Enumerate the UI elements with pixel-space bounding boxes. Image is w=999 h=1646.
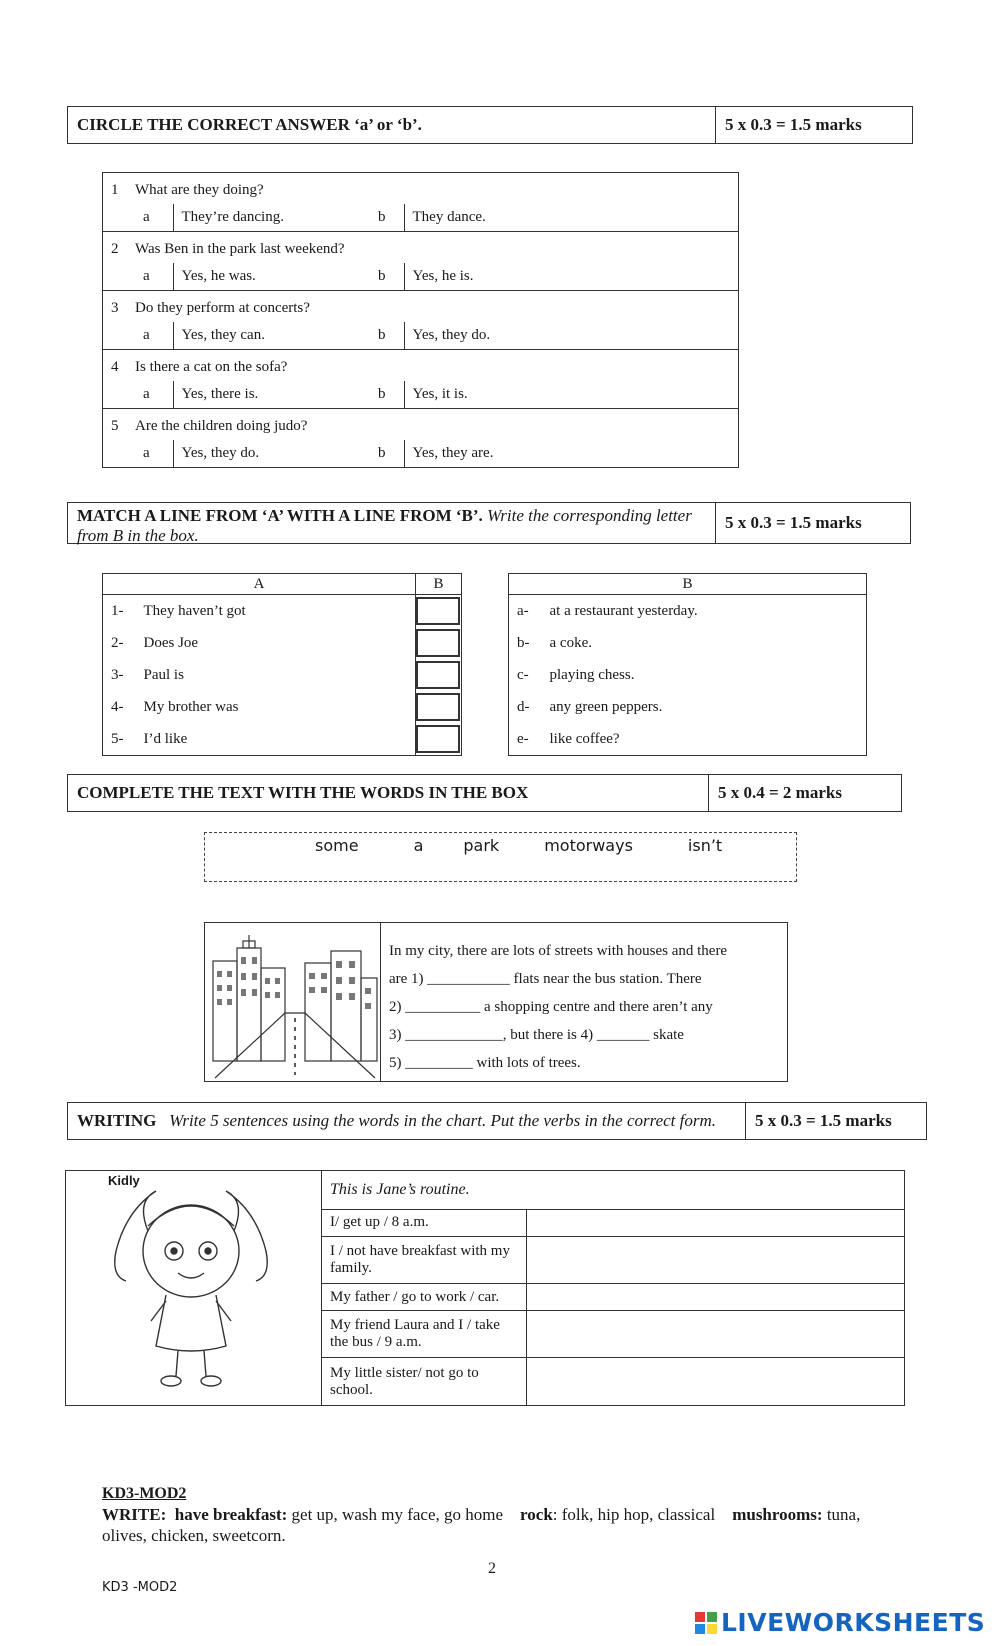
- section2-header: [67, 502, 911, 544]
- match-a-number: 3-: [111, 666, 124, 683]
- option-a-text[interactable]: Yes, they do.: [173, 440, 378, 467]
- match-b-text: like coffee?: [549, 730, 620, 747]
- sentence-answer-field[interactable]: [527, 1284, 905, 1311]
- text-line: 5) _________ with lots of trees.: [389, 1055, 581, 1071]
- write-label: WRITE:: [102, 1505, 167, 1524]
- option-a-text[interactable]: Yes, they can.: [173, 322, 378, 350]
- section4-marks: 5 x 0.3 = 1.5 marks: [755, 1111, 892, 1130]
- routine-title: This is Jane’s routine.: [322, 1171, 905, 1210]
- answer-row: [103, 381, 738, 409]
- word-box: [204, 832, 797, 882]
- page-number: 2: [488, 1560, 496, 1577]
- question-text: Do they perform at concerts?: [135, 300, 310, 316]
- option-a-label[interactable]: a: [143, 209, 150, 225]
- match-a-row: [103, 595, 462, 628]
- girl-image-cell: [66, 1171, 322, 1406]
- section2-marks: 5 x 0.3 = 1.5 marks: [725, 513, 862, 532]
- option-b-label[interactable]: b: [378, 445, 386, 461]
- question-text: Was Ben in the park last weekend?: [135, 241, 345, 257]
- option-b-label[interactable]: b: [378, 209, 386, 225]
- option-a-text[interactable]: Yes, there is.: [173, 381, 378, 409]
- routine-prompt: My little sister/ not go to school.: [322, 1358, 527, 1406]
- option-b-label[interactable]: b: [378, 268, 386, 284]
- question-number: 4: [111, 359, 119, 375]
- option-b-text[interactable]: They dance.: [404, 204, 738, 232]
- question-row: [103, 173, 738, 204]
- answer-box[interactable]: [416, 693, 460, 721]
- answer-box[interactable]: [416, 661, 460, 689]
- answer-row: [103, 263, 738, 291]
- key-breakfast: have breakfast:: [174, 1505, 288, 1524]
- footer-code: KD3-MOD2: [102, 1485, 187, 1502]
- question-number: 5: [111, 418, 119, 434]
- match-a-text: My brother was: [143, 698, 239, 715]
- kidly-label: Kidly: [108, 1173, 140, 1188]
- section4-header: [67, 1102, 927, 1140]
- match-b-row: [509, 627, 867, 659]
- option-b-text[interactable]: Yes, he is.: [404, 263, 738, 291]
- option-b-text[interactable]: Yes, they are.: [404, 440, 738, 467]
- match-b-letter: b-: [517, 634, 530, 651]
- text-line: 2) __________ a shopping centre and there aren’t any: [389, 999, 713, 1015]
- answer-row: [103, 440, 738, 467]
- word-option: isn’t: [687, 836, 723, 855]
- match-b-letter: a-: [517, 602, 529, 619]
- match-b-row: [509, 595, 867, 628]
- key-rock: rock: [520, 1505, 553, 1524]
- answer-box[interactable]: [416, 629, 460, 657]
- city-street-drawing: [205, 923, 380, 1081]
- question-row: [103, 350, 738, 382]
- match-b-text: a coke.: [549, 634, 592, 651]
- col-b-header: B: [416, 574, 462, 595]
- question-row: [103, 232, 738, 264]
- girl-drawing: [66, 1171, 316, 1399]
- small-code: KD3 -MOD2: [102, 1580, 178, 1595]
- city-street-image: [205, 923, 381, 1081]
- match-a-row: [103, 723, 462, 756]
- match-b-row: [509, 691, 867, 723]
- value-rock: : folk, hip hop, classical: [552, 1505, 716, 1524]
- col-a-header: A: [103, 574, 416, 595]
- option-b-label[interactable]: b: [378, 386, 386, 402]
- city-text-box: [204, 922, 788, 1082]
- value-mushrooms: tuna, olives, chicken, sweetcorn.: [102, 1505, 861, 1545]
- option-b-text[interactable]: Yes, they do.: [404, 322, 738, 350]
- word-option: some: [315, 836, 359, 855]
- routine-prompt: I/ get up / 8 a.m.: [322, 1210, 527, 1237]
- option-a-label[interactable]: a: [143, 386, 150, 402]
- question-number: 2: [111, 241, 119, 257]
- section1-title: CIRCLE THE CORRECT ANSWER ‘a’ or ‘b’.: [68, 107, 716, 143]
- match-b-text: playing chess.: [549, 666, 635, 683]
- section2-title: MATCH A LINE FROM ‘A’ WITH A LINE FROM ‘B’.: [77, 506, 483, 525]
- section1-question-table: [102, 172, 739, 468]
- match-b-letter: e-: [517, 730, 529, 747]
- answer-box[interactable]: [416, 597, 460, 625]
- section1-marks: 5 x 0.3 = 1.5 marks: [725, 115, 862, 134]
- match-b-letter: c-: [517, 666, 529, 683]
- match-b-text: at a restaurant yesterday.: [549, 602, 698, 619]
- match-a-text: Paul is: [143, 666, 184, 683]
- option-a-text[interactable]: They’re dancing.: [173, 204, 378, 232]
- option-a-label[interactable]: a: [143, 327, 150, 343]
- match-b-row: [509, 723, 867, 756]
- footer: [102, 1483, 902, 1546]
- match-a-text: Does Joe: [143, 634, 199, 651]
- match-a-row: [103, 691, 462, 723]
- key-mushrooms: mushrooms:: [732, 1505, 823, 1524]
- match-b-row: [509, 659, 867, 691]
- match-b-letter: d-: [517, 698, 530, 715]
- match-a-row: [103, 659, 462, 691]
- question-text: Is there a cat on the sofa?: [135, 359, 288, 375]
- answer-box[interactable]: [416, 725, 460, 753]
- value-breakfast: get up, wash my face, go home: [291, 1505, 504, 1524]
- city-paragraph: [381, 923, 787, 1081]
- section3-marks: 5 x 0.4 = 2 marks: [718, 783, 842, 802]
- match-a-number: 5-: [111, 730, 124, 747]
- sentence-answer-field[interactable]: [527, 1210, 905, 1237]
- sentence-answer-field[interactable]: [527, 1358, 905, 1406]
- option-a-text[interactable]: Yes, he was.: [173, 263, 378, 291]
- question-row: [103, 291, 738, 323]
- routine-prompt: I / not have breakfast with my family.: [322, 1236, 527, 1283]
- word-option: park: [463, 836, 500, 855]
- routine-prompt: My father / go to work / car.: [322, 1284, 527, 1311]
- liveworksheets-logo[interactable]: [695, 1608, 985, 1637]
- logo-text: LIVEWORKSHEETS: [721, 1608, 986, 1637]
- section3-title: COMPLETE THE TEXT WITH THE WORDS IN THE BOX: [68, 775, 709, 811]
- section2-instruction: Write the corresponding letter from B in the box.: [77, 506, 692, 545]
- col-b2-header: B: [509, 574, 867, 595]
- section3-header: [67, 774, 902, 812]
- word-option: a: [413, 836, 424, 855]
- match-a-number: 4-: [111, 698, 124, 715]
- text-line: are 1) ___________ flats near the bus station. There: [389, 971, 702, 987]
- sentence-answer-field[interactable]: [527, 1236, 905, 1283]
- option-a-label[interactable]: a: [143, 445, 150, 461]
- match-table-b: [508, 573, 867, 756]
- text-line: 3) _____________, but there is 4) _______ skate: [389, 1027, 684, 1043]
- match-b-text: any green peppers.: [549, 698, 663, 715]
- match-a-number: 1-: [111, 602, 124, 619]
- section1-header: [67, 106, 913, 144]
- section4-instruction: Write 5 sentences using the words in the chart. Put the verbs in the correct form.: [169, 1111, 717, 1130]
- option-a-label[interactable]: a: [143, 268, 150, 284]
- footer-write-line: [102, 1504, 902, 1546]
- answer-row: [103, 204, 738, 232]
- question-number: 3: [111, 300, 119, 316]
- question-text: Are the children doing judo?: [135, 418, 308, 434]
- match-a-text: I’d like: [143, 730, 188, 747]
- logo-icon: [695, 1612, 717, 1634]
- sentence-answer-field[interactable]: [527, 1311, 905, 1358]
- question-text: What are they doing?: [135, 182, 264, 198]
- writing-table: [65, 1170, 905, 1406]
- match-a-row: [103, 627, 462, 659]
- answer-row: [103, 322, 738, 350]
- match-table-a: [102, 573, 462, 756]
- match-a-text: They haven’t got: [143, 602, 246, 619]
- question-row: [103, 409, 738, 441]
- text-line: In my city, there are lots of streets with houses and there: [389, 943, 728, 959]
- question-number: 1: [111, 182, 119, 198]
- routine-prompt: My friend Laura and I / take the bus / 9 a.m.: [322, 1311, 527, 1358]
- option-b-label[interactable]: b: [378, 327, 386, 343]
- option-b-text[interactable]: Yes, it is.: [404, 381, 738, 409]
- match-a-number: 2-: [111, 634, 124, 651]
- word-option: motorways: [544, 836, 633, 855]
- section4-title: WRITING: [77, 1111, 157, 1130]
